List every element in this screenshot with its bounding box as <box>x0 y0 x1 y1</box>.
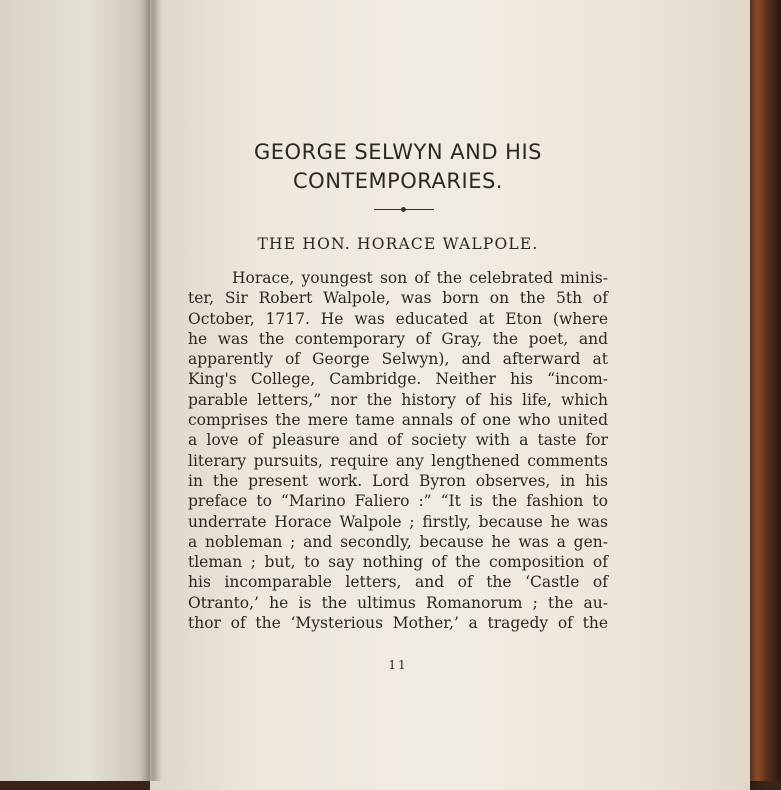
text-line: preface to “Marino Faliero :” “It is the fashion to <box>188 492 608 511</box>
text-line: parable letters,” nor the history of his life, which <box>188 390 608 409</box>
text-line: Horace, youngest son of the celebrated minis- <box>232 269 608 287</box>
chapter-title-line: CONTEMPORARIES. <box>293 169 503 193</box>
section-heading: THE HON. HORACE WALPOLE. <box>257 235 539 253</box>
text-line: comprises the mere tame annals of one who united <box>188 411 608 430</box>
page-number: 11 <box>388 658 408 672</box>
book-gutter <box>140 0 162 781</box>
chapter-title <box>188 138 608 196</box>
ornamental-rule-dot <box>401 207 406 212</box>
text-line: his incomparable letters, and of the ‘Castle of <box>188 573 608 592</box>
text-line: literary pursuits, require any lengthened comments <box>188 451 608 470</box>
body-paragraph <box>188 268 608 633</box>
text-line: tleman ; but, to say nothing of the composition of <box>188 553 608 572</box>
left-page <box>0 0 160 781</box>
text-line: a nobleman ; and secondly, because he was a gen- <box>188 532 608 551</box>
text-line: King's College, Cambridge. Neither his “incom- <box>188 370 608 389</box>
text-line: he was the contemporary of Gray, the poet, and <box>188 329 608 348</box>
text-line: apparently of George Selwyn), and afterward at <box>188 350 608 369</box>
text-line: Otranto,’ he is the ultimus Romanorum ; the au- <box>188 593 608 612</box>
text-line: October, 1717. He was educated at Eton (where <box>188 309 608 328</box>
page-text-block <box>188 0 608 781</box>
text-line: a love of pleasure and of society with a taste for <box>188 431 608 450</box>
text-line: thor of the ‘Mysterious Mother,’ a tragedy of the <box>188 614 608 633</box>
text-line: underrate Horace Walpole ; firstly, because he was <box>188 512 608 531</box>
text-line: ter, Sir Robert Walpole, was born on the 5th of <box>188 289 608 308</box>
chapter-title-line: GEORGE SELWYN AND HIS <box>254 140 542 164</box>
book-page-edges <box>745 0 781 781</box>
text-line: in the present work. Lord Byron observes, in his <box>188 471 608 490</box>
